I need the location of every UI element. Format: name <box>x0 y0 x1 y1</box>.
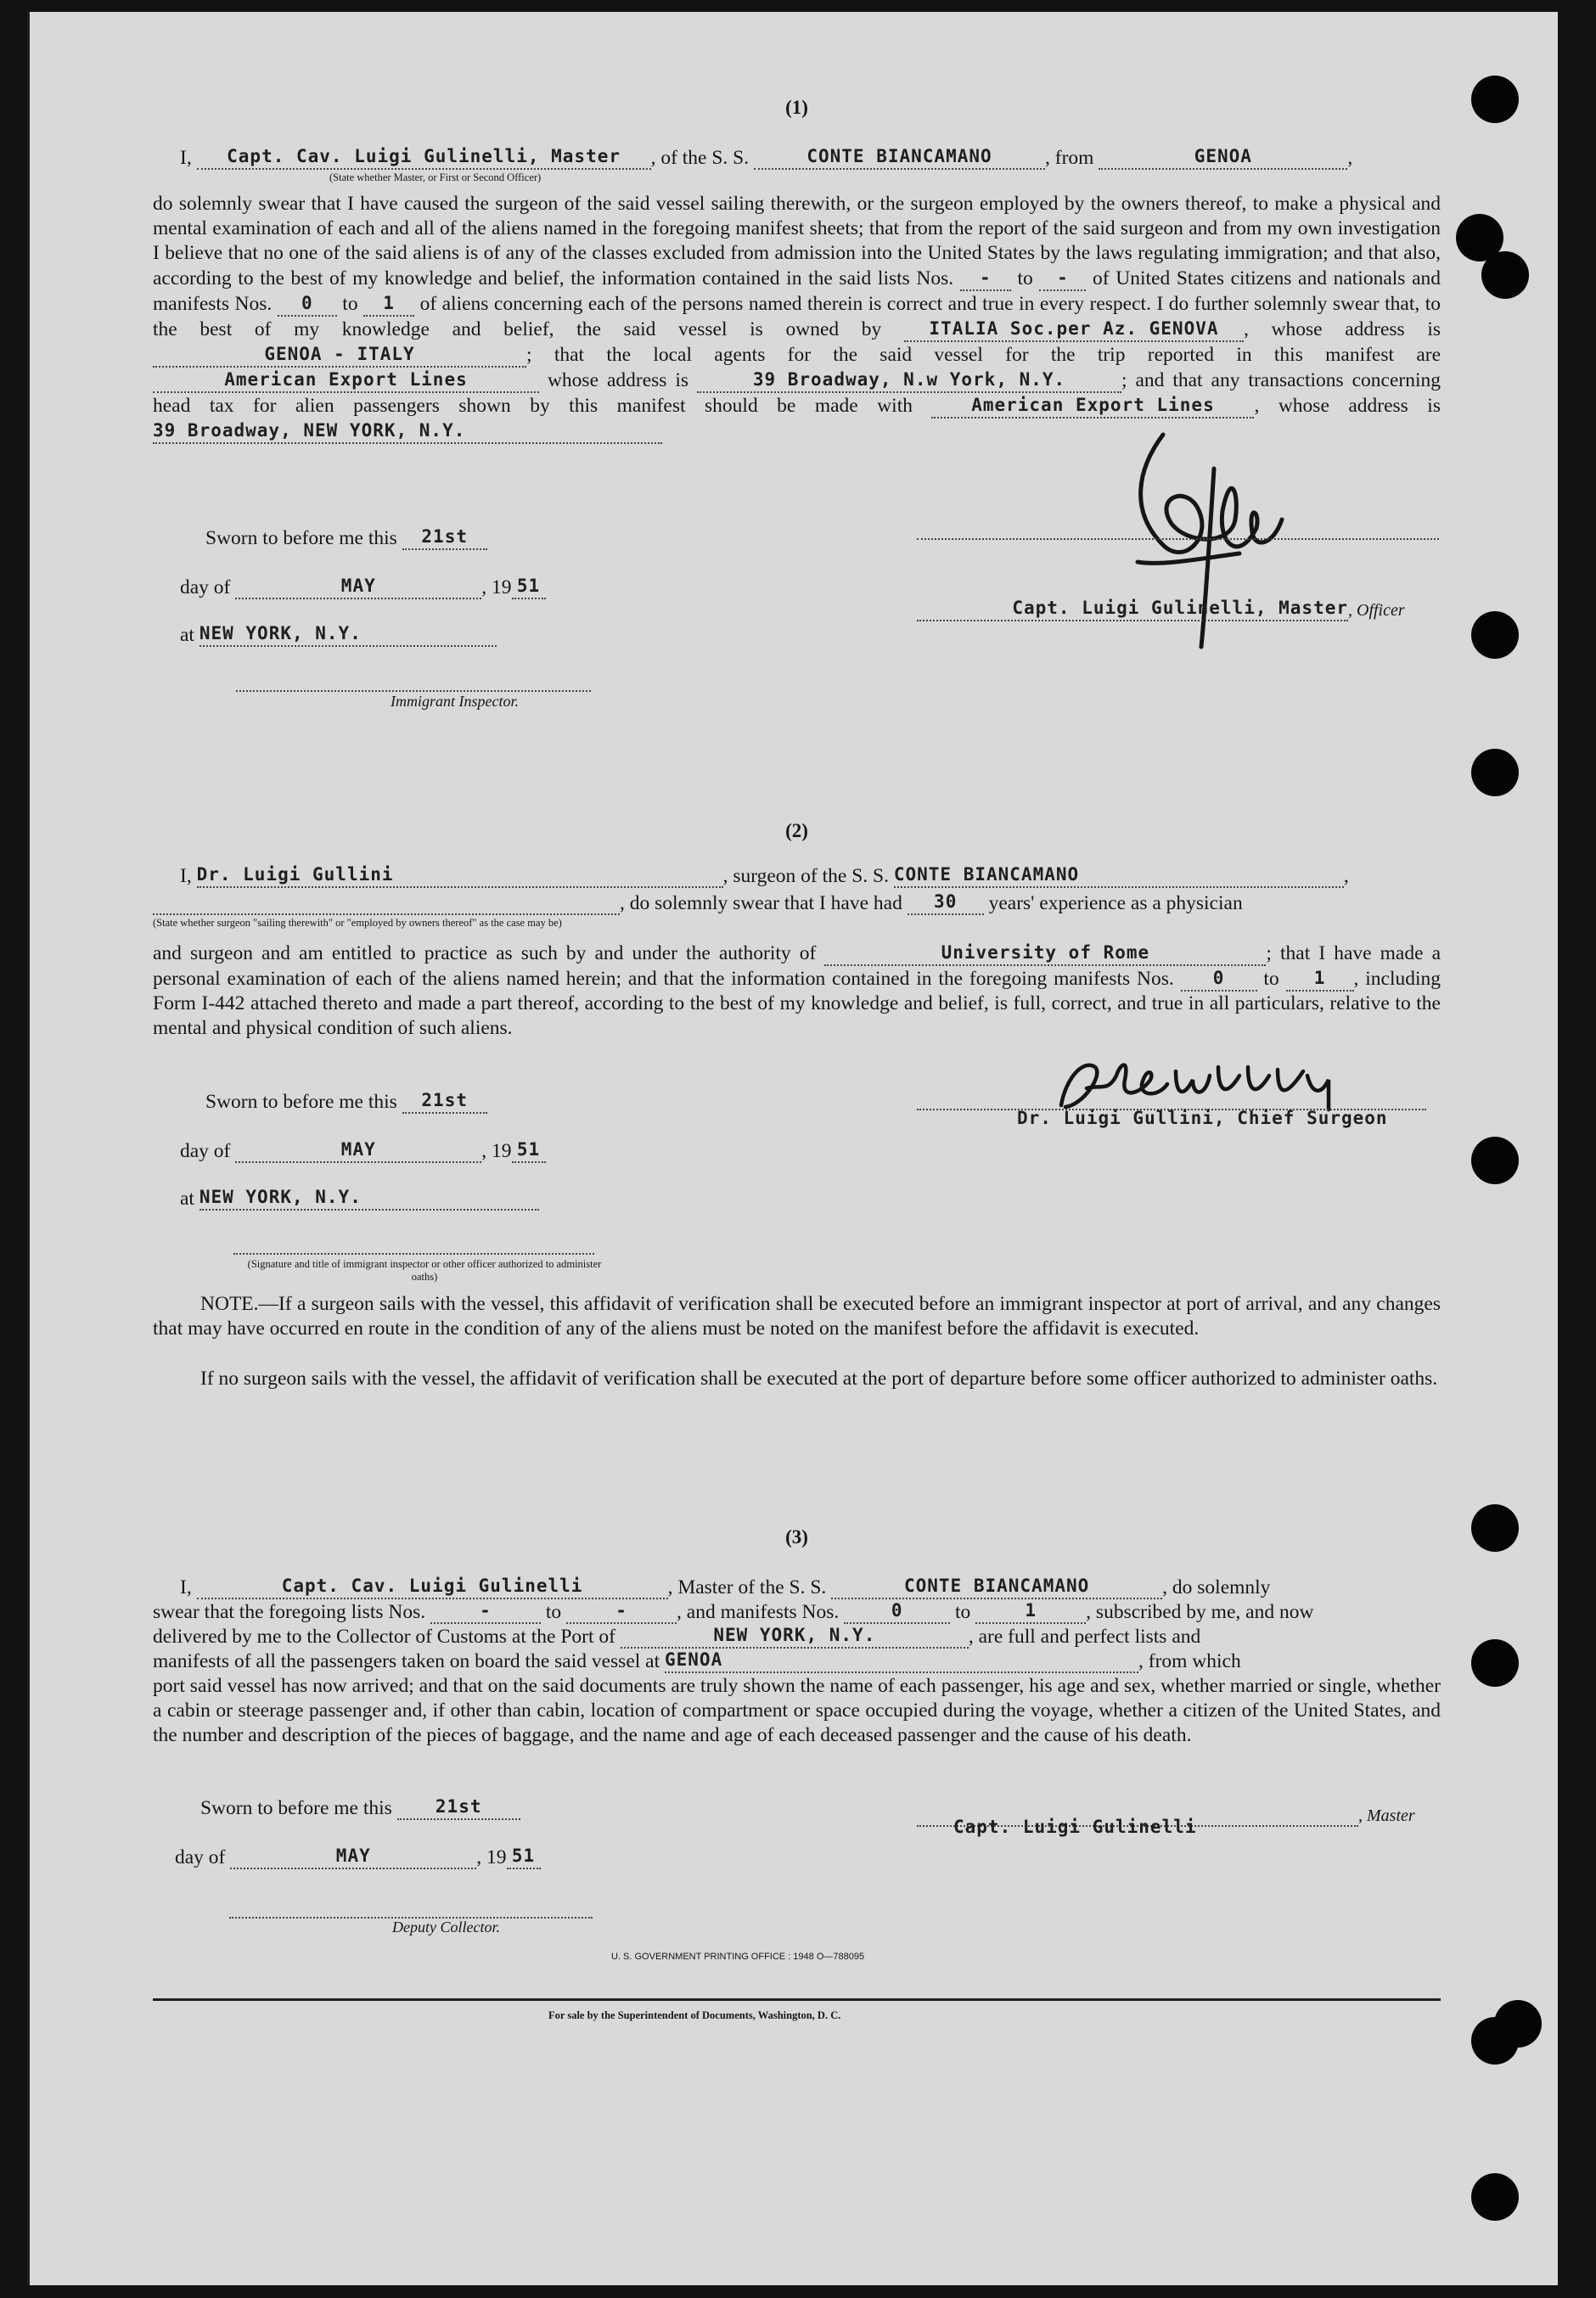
section-3-line-1: I, Capt. Cav. Luigi Gulinelli , Master of the S. S. CONTE BIANCAMANO , do solemnly <box>180 1576 1271 1598</box>
owner-address-field: GENOA - ITALY <box>153 342 526 368</box>
binder-hole <box>1471 76 1519 123</box>
section-3-line-4: manifests of all the passengers taken on board the said vessel at GENOA , from which <box>153 1649 1241 1672</box>
month-field: MAY <box>235 574 481 599</box>
surgeon-manifest-from-field: 0 <box>1181 966 1257 992</box>
binder-hole <box>1471 749 1519 796</box>
section-3-body: port said vessel has now arrived; and that on the said documents are truly shown the name of each passenger, his age and sex, whether married or single, whether a cabin or steerage passenger and, if other than cabin, location of compartment or space occupied during the voyage, whether a citizen of the United States, and the number and description of the pieces of baggage, and the name and age of each deceased passenger and the cause of his death. <box>153 1675 1441 1746</box>
section-1-line-1: I, Capt. Cav. Luigi Gulinelli, Master , of the S. S. CONTE BIANCAMANO , from GENOA , <box>180 146 1353 169</box>
binder-hole <box>1471 2173 1519 2221</box>
for-sale-line: For sale by the Superintendent of Documents, Washington, D. C. <box>548 2009 841 2021</box>
head-tax-agent-field: American Export Lines <box>931 393 1254 419</box>
section-3-boarding-port-field: GENOA <box>665 1648 1138 1673</box>
agents-field: American Export Lines <box>153 368 539 393</box>
document-sheet <box>27 12 1558 2285</box>
owner-field: ITALIA Soc.per Az. GENOVA <box>904 317 1244 342</box>
manifest-from-field: 0 <box>278 291 337 317</box>
section-3-master-signature: , Master <box>917 1801 1415 1827</box>
section-3-port-field: NEW YORK, N.Y. <box>621 1623 969 1649</box>
surgeon-ship-field: CONTE BIANCAMANO <box>894 862 1344 888</box>
section-3-heading: (3) <box>785 1526 808 1548</box>
section-3-lists-to-field: - <box>566 1598 677 1624</box>
officer-signature-line <box>917 537 1439 540</box>
section-3-lists-from-field: - <box>430 1598 541 1624</box>
surgeon-sworn-day-field: 21st <box>402 1088 487 1114</box>
section-1-body: do solemnly swear that I have caused the surgeon of the said vessel sailing therewith, or the surgeon employed by the owners thereof, to make a physical and mental examination of each and all of the aliens named in the foregoing manifest sheets; that from the report of the said surgeon and from my own investigation I believe that no one of the said aliens is of any of the classes excluded from admission into the United States by the laws regulating immigration; and that also, according to the best of my knowledge and belief, the information contained in the said lists Nos. - to - of United States citizens and nationals and manifests Nos. 0 to 1 of aliens concerning each of the persons named therein is correct and true in every respect. I do further solemnly swear that, to the best of my knowledge and belief, the said vessel is owned by ITALIA Soc.per Az. GENOVA , whose address is GENOA - ITALY ; that the local agents for the said vessel for the trip reported in this manifest are American Export Lines whose address is 39 Broadway, N.w York, N.Y. ; and that any transactions concerning head tax for alien passengers shown by this manifest should be made with American Export Lines , whose address is 39 Broadway, NEW YORK, N.Y. <box>153 192 1441 444</box>
section-1-at: at NEW YORK, N.Y. <box>180 621 497 647</box>
lists-from-field: - <box>960 266 1011 291</box>
officer-signature-block: Capt. Luigi Gulinelli, Master, Officer <box>917 596 1405 621</box>
section-3-day-of: day of MAY , 19 51 <box>175 1844 541 1869</box>
binder-hole <box>1471 1639 1519 1687</box>
years-field: 30 <box>908 890 984 915</box>
section-3-manifest-from-field: 0 <box>844 1598 950 1624</box>
binder-hole <box>1494 2000 1542 2048</box>
surgeon-manifest-to-field: 1 <box>1286 966 1354 992</box>
surgeon-name-field: Dr. Luigi Gullini <box>197 862 723 888</box>
lists-to-field: - <box>1039 266 1086 291</box>
surgeon-name-signature: Dr. Luigi Gullini, Chief Surgeon <box>1017 1108 1388 1128</box>
surgeon-year-field: 51 <box>512 1138 546 1163</box>
surgeon-month-field: MAY <box>235 1138 481 1163</box>
officer-name-field: Capt. Luigi Gulinelli, Master <box>917 596 1348 621</box>
authority-field: University of Rome <box>824 941 1266 966</box>
inspector-signature-line <box>236 688 591 692</box>
from-port-field: GENOA <box>1099 144 1347 170</box>
section-2-body: and surgeon and am entitled to practice as such by and under the authority of University of Rome ; that I have made a personal examination of each of the aliens named herein; and that the information contained in the foregoing manifests Nos. 0 to 1 , including Form I-442 attached thereto and made a part thereof, according to the best of my knowledge and belief, is full, correct, and true in all particulars, relative to the mental and physical condition of such aliens. <box>153 942 1441 1039</box>
section-2-line-2: , do solemnly swear that I have had 30 years' experience as a physician <box>153 890 1243 915</box>
section-2-note: NOTE.—If a surgeon sails with the vessel, this affidavit of verification shall be executed before an immigrant inspector at port of arrival, and any changes that may have occurred en route in the condition of any of the aliens must be noted on the manifest before the affidavit is executed. <box>153 1293 1441 1340</box>
section-3-year-field: 51 <box>507 1844 541 1869</box>
binder-hole <box>1471 611 1519 659</box>
agents-address-field: 39 Broadway, N.w York, N.Y. <box>697 368 1121 393</box>
section-2-day-of: day of MAY , 19 51 <box>180 1138 546 1163</box>
surgeon-inspector-line <box>233 1251 594 1255</box>
binder-hole <box>1471 1137 1519 1184</box>
year-field: 51 <box>512 574 546 599</box>
head-tax-address-field: 39 Broadway, NEW YORK, N.Y. <box>153 419 662 444</box>
sworn-day-field: 21st <box>402 525 487 550</box>
section-3-sworn: Sworn to before me this 21st <box>200 1795 520 1820</box>
inspector-caption: Immigrant Inspector. <box>391 693 519 710</box>
footer-rule <box>153 1998 1441 2001</box>
section-3-manifest-to-field: 1 <box>975 1598 1086 1624</box>
printing-office-line: U. S. GOVERNMENT PRINTING OFFICE : 1948 O—788095 <box>611 1952 865 1962</box>
section-3-sworn-day-field: 21st <box>397 1795 520 1820</box>
manifest-to-field: 1 <box>363 291 414 317</box>
section-2-sworn: Sworn to before me this 21st <box>205 1088 487 1114</box>
section-1-heading: (1) <box>785 97 808 118</box>
surgeon-note: (State whether surgeon "sailing therewith" or "employed by owners thereof" as the case may be) <box>153 917 562 929</box>
section-1-day-of: day of MAY , 19 51 <box>180 574 546 599</box>
section-3-master-name: Capt. Luigi Gulinelli <box>953 1817 1197 1837</box>
master-note: (State whether Master, or First or Second Officer) <box>329 171 542 183</box>
section-3-line-3: delivered by me to the Collector of Customs at the Port of NEW YORK, N.Y. , are full and perfect lists and <box>153 1625 1201 1648</box>
section-3-master-field: Capt. Cav. Luigi Gulinelli <box>197 1574 668 1599</box>
section-2-at: at NEW YORK, N.Y. <box>180 1185 539 1211</box>
surgeon-inspector-caption: (Signature and title of immigrant inspector or other officer authorized to administer oaths) <box>247 1258 602 1283</box>
binder-hole <box>1471 1504 1519 1552</box>
section-2-line-1: I, Dr. Luigi Gullini , surgeon of the S. S. CONTE BIANCAMANO , <box>180 864 1349 887</box>
place-field: NEW YORK, N.Y. <box>200 621 497 647</box>
collector-caption: Deputy Collector. <box>392 1919 500 1936</box>
section-3-line-2: swear that the foregoing lists Nos. - to - , and manifests Nos. 0 to 1 , subscribed by me, and now <box>153 1600 1314 1623</box>
binder-hole <box>1481 251 1529 299</box>
section-2-heading: (2) <box>785 820 808 841</box>
section-3-month-field: MAY <box>230 1844 476 1869</box>
ship-name-field: CONTE BIANCAMANO <box>754 144 1045 170</box>
section-2-note-2: If no surgeon sails with the vessel, the affidavit of verification shall be executed at the port of departure before some officer authorized to administer oaths. <box>200 1368 1438 1390</box>
surgeon-place-field: NEW YORK, N.Y. <box>200 1185 539 1211</box>
section-3-ship-field: CONTE BIANCAMANO <box>831 1574 1162 1599</box>
master-name-field: Capt. Cav. Luigi Gulinelli, Master <box>197 144 651 170</box>
section-1-sworn: Sworn to before me this 21st <box>205 525 487 550</box>
note-label: NOTE. <box>200 1293 259 1315</box>
